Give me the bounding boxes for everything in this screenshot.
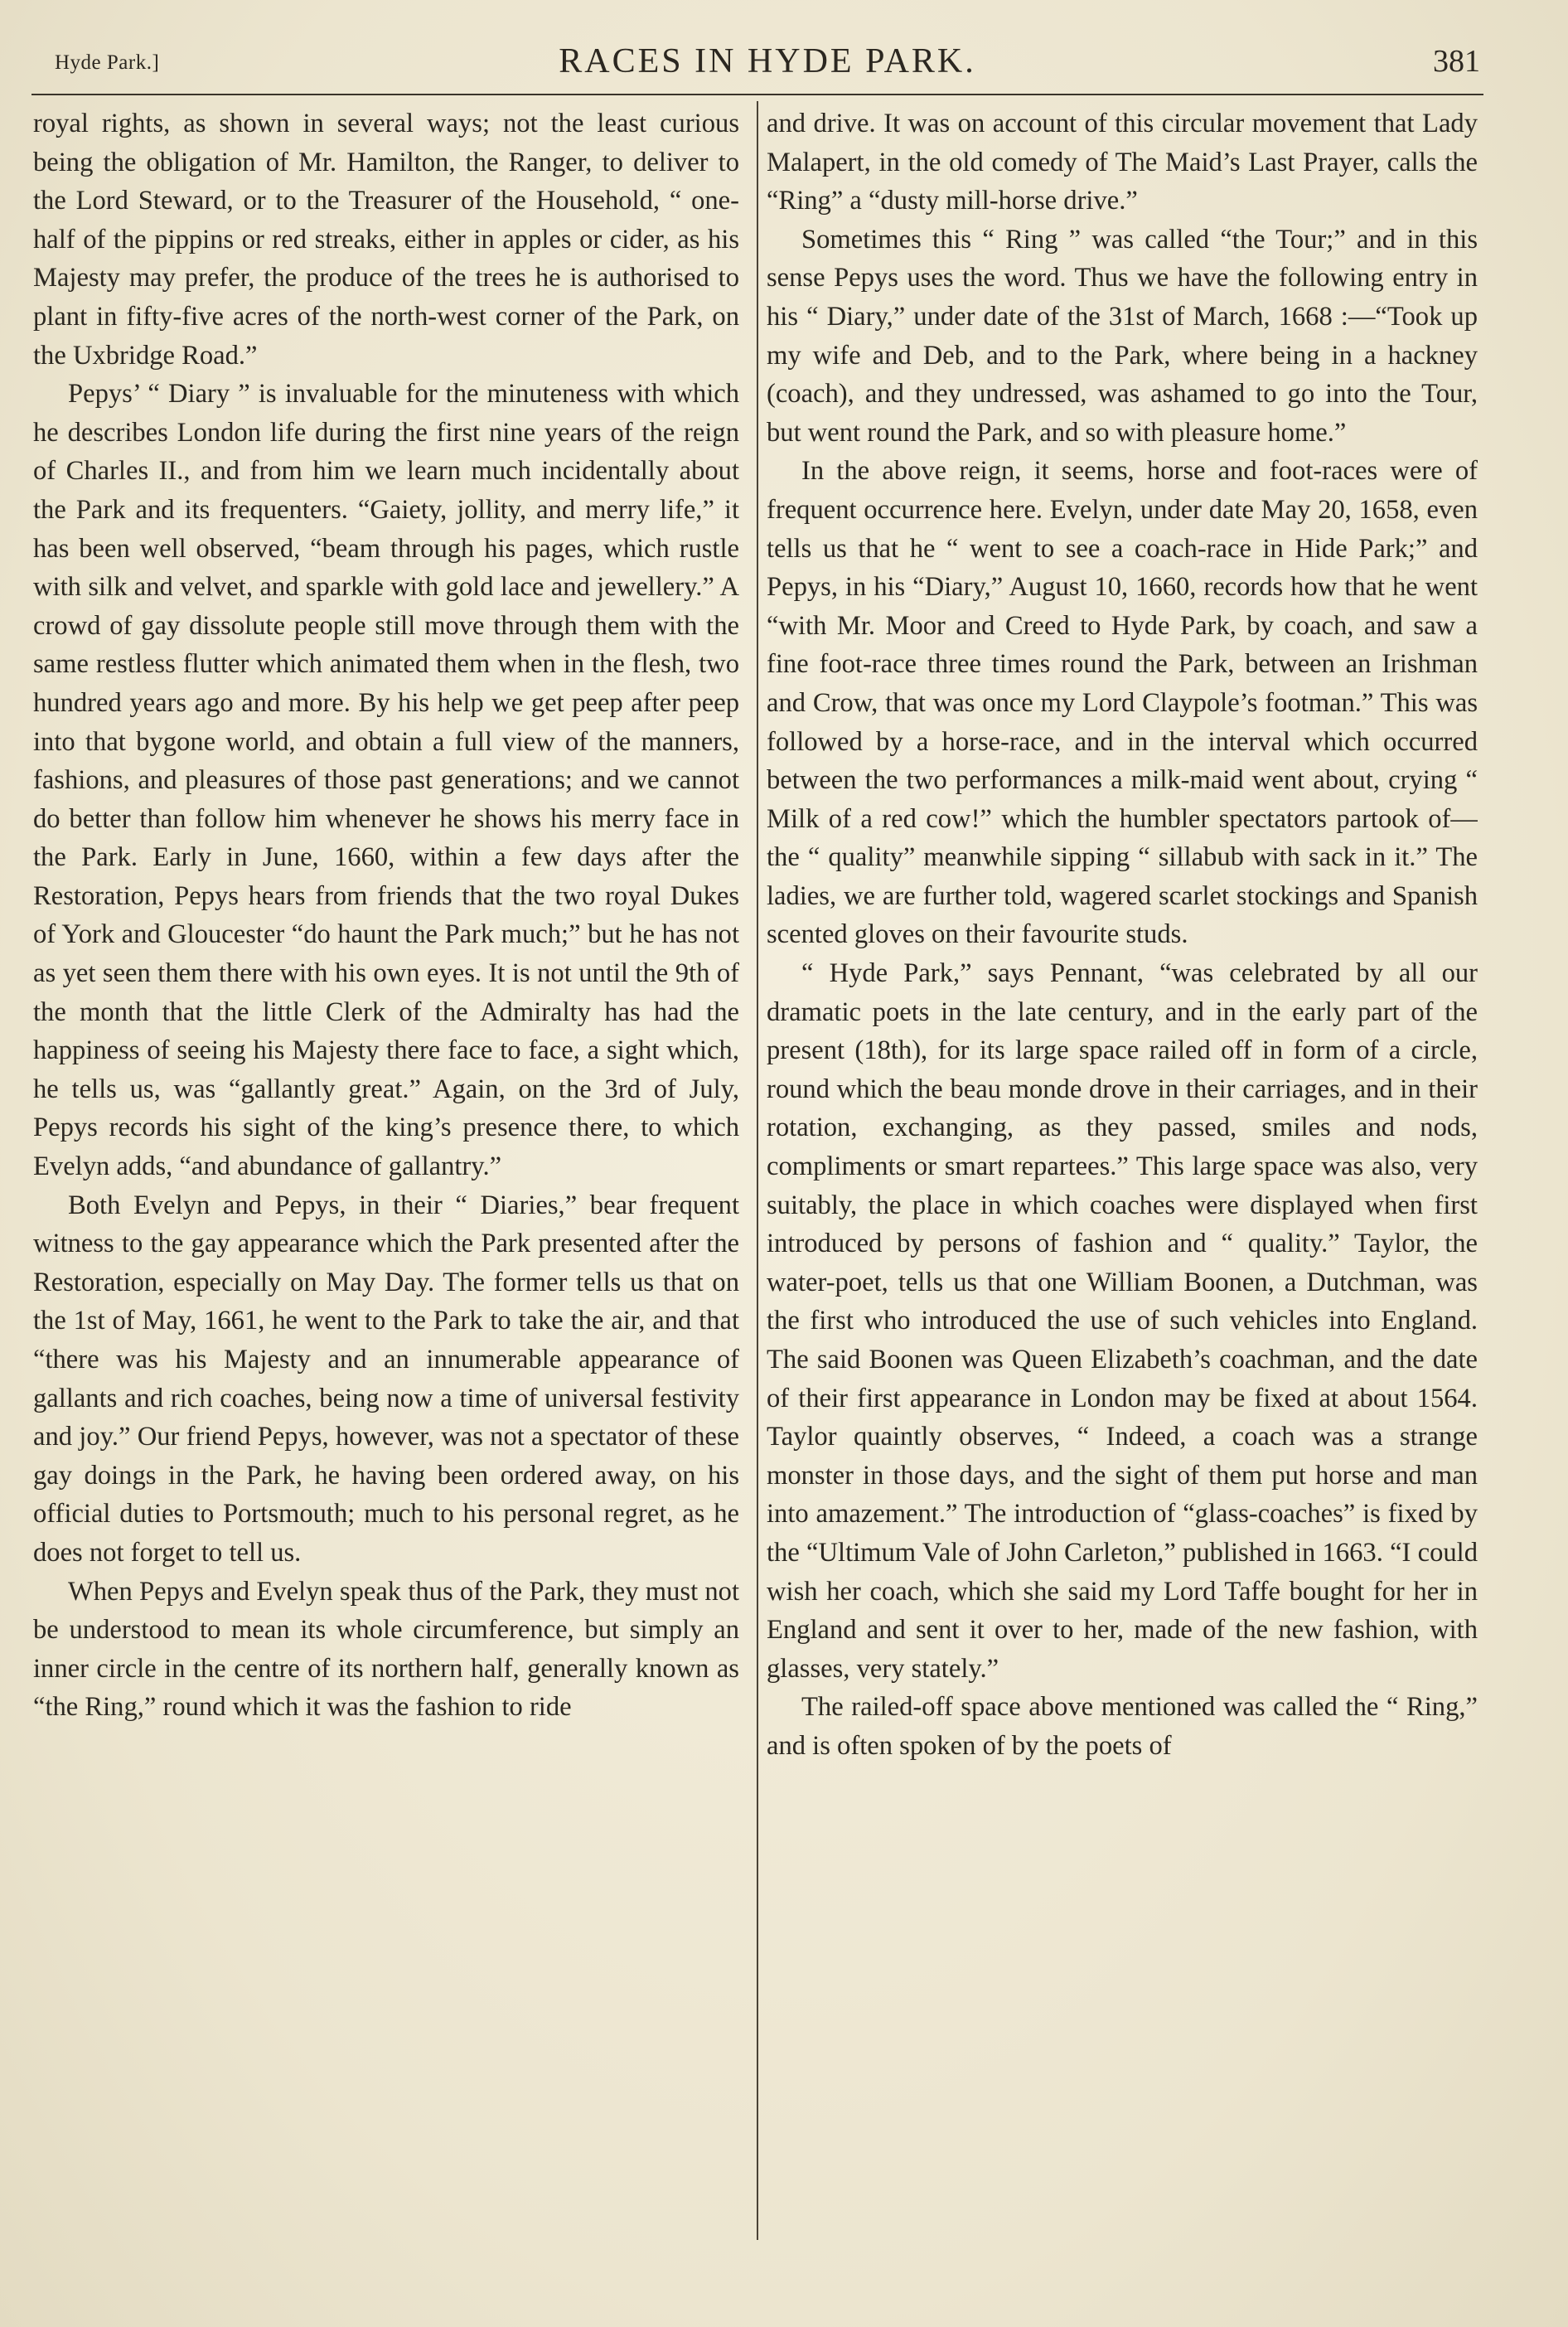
section-label: Hyde Park.]	[55, 51, 160, 74]
paragraph: Both Evelyn and Pepys, in their “ Diaries,” bear frequent witness to the gay appearance which the Park presented after the Restoration, especially on May Day. The former tells us that on the 1st of May, 1661, he went to the Park to take the air, and that “there was his Majesty and an innumerable appearance of gallants and rich coaches, being now a time of universal festivity and joy.” Our friend Pepys, however, was not a spectator of these gay doings in the Park, he having been ordered away, on his official duties to Portsmouth; much to his personal regret, as he does not forget to tell us.	[33, 1190, 739, 1568]
paragraph: In the above reign, it seems, horse and foot-races were of frequent occurrence here. Evelyn, under date May 20, 1658, even tells us that he “ went to see a coach-race in Hide Park;” and Pepys, in his “Diary,” August 10, 1660, records how that he went “with Mr. Moor and Creed to Hyde Park, by coach, and saw a fine foot-race three times round the Park, between an Irishman and Crow, that was once my Lord Claypole’s footman.” This was followed by a horse-race, and in the interval which occurred between the two performances a milk-maid went about, crying “ Milk of a red cow!” which the humbler spectators partook of—the “ quality” meanwhile sipping “ sillabub with sack in it.” The ladies, we are further told, wagered scarlet stockings and Spanish scented gloves on their favourite studs.	[767, 456, 1478, 950]
paragraph: royal rights, as shown in several ways; not the least curious being the obligation of Mr. Hamilton, the Ranger, to deliver to the Lord Steward, or to the Treasurer of the Household, “ one-half of the pippins or red streaks, either in apples or cider, as his Majesty may prefer, the produce of the trees he is authorised to plant in fifty-five acres of the north-west corner of the Park, on the Uxbridge Road.”	[33, 109, 739, 371]
paragraph: Sometimes this “ Ring ” was called “the Tour;” and in this sense Pepys uses the word. Thus we have the following entry in his “ Diary,” under date of the 31st of March, 1668 :—“Took up my wife and Deb, and to the Park, where being in a hackney (coach), and they undressed, was ashamed to go into the Tour, but went round the Park, and so with pleasure home.”	[767, 224, 1478, 448]
right-column	[767, 104, 1478, 2235]
page-title: RACES IN HYDE PARK.	[559, 42, 976, 80]
column-divider	[757, 101, 758, 2240]
running-header	[55, 40, 1480, 90]
left-column	[33, 104, 739, 2235]
paragraph: “ Hyde Park,” says Pennant, “was celebrated by all our dramatic poets in the late century, and in the early part of the present (18th), for its large space railed off in form of a circle, round which the beau monde drove in their carriages, and in their rotation, exchanging, as they passed, smiles and nods, compliments or smart repartees.” This large space was also, very suitably, the place in which coaches were displayed when first introduced by persons of fashion and “ quality.” Taylor, the water-poet, tells us that one William Boonen, a Dutchman, was the first who introduced the use of such vehicles into England. The said Boonen was Queen Elizabeth’s coachman, and the date of their first appearance in London may be fixed at about 1564. Taylor quaintly observes, “ Indeed, a coach was a strange monster in those days, and the sight of them put horse and man into amazement.” The introduction of “glass-coaches” is fixed by the “Ultimum Vale of John Carleton,” published in 1663. “I could wish her coach, which she said my Lord Taffe bought for her in England and sent it over to her, made of the new fashion, with glasses, very stately.”	[767, 958, 1478, 1684]
page-number: 381	[1433, 44, 1480, 79]
paragraph: Pepys’ “ Diary ” is invaluable for the minuteness with which he describes London life during the first nine years of the reign of Charles II., and from him we learn much incidentally about the Park and its frequenters. “Gaiety, jollity, and merry life,” it has been well observed, “beam through his pages, which rustle with silk and velvet, and sparkle with gold lace and jewellery.” A crowd of gay dissolute people still move through them with the same restless flutter which animated them when in the flesh, two hundred years ago and more. By his help we get peep after peep into that bygone world, and obtain a full view of the manners, fashions, and pleasures of those past generations; and we cannot do better than follow him whenever he shows his merry face in the Park. Early in June, 1660, within a few days after the Restoration, Pepys hears from friends that the two royal Dukes of York and Gloucester “do haunt the Park much;” but he has not as yet seen them there with his own eyes. It is not until the 9th of the month that the little Clerk of the Admiralty has had the happiness of seeing his Majesty there face to face, a sight which, he tells us, was “gallantly great.” Again, on the 3rd of July, Pepys records his sight of the king’s presence there, to which Evelyn adds, “and abundance of gallantry.”	[33, 379, 739, 1182]
header-rule	[31, 94, 1483, 95]
paragraph: When Pepys and Evelyn speak thus of the Park, they must not be understood to mean its whole circumference, but simply an inner circle in the centre of its northern half, generally known as “the Ring,” round which it was the fashion to ride	[33, 1576, 739, 1723]
paragraph: The railed-off space above mentioned was called the “ Ring,” and is often spoken of by the poets of	[767, 1692, 1478, 1761]
paragraph: and drive. It was on account of this circular movement that Lady Malapert, in the old comedy of The Maid’s Last Prayer, calls the “Ring” a “dusty mill-horse drive.”	[767, 109, 1478, 216]
